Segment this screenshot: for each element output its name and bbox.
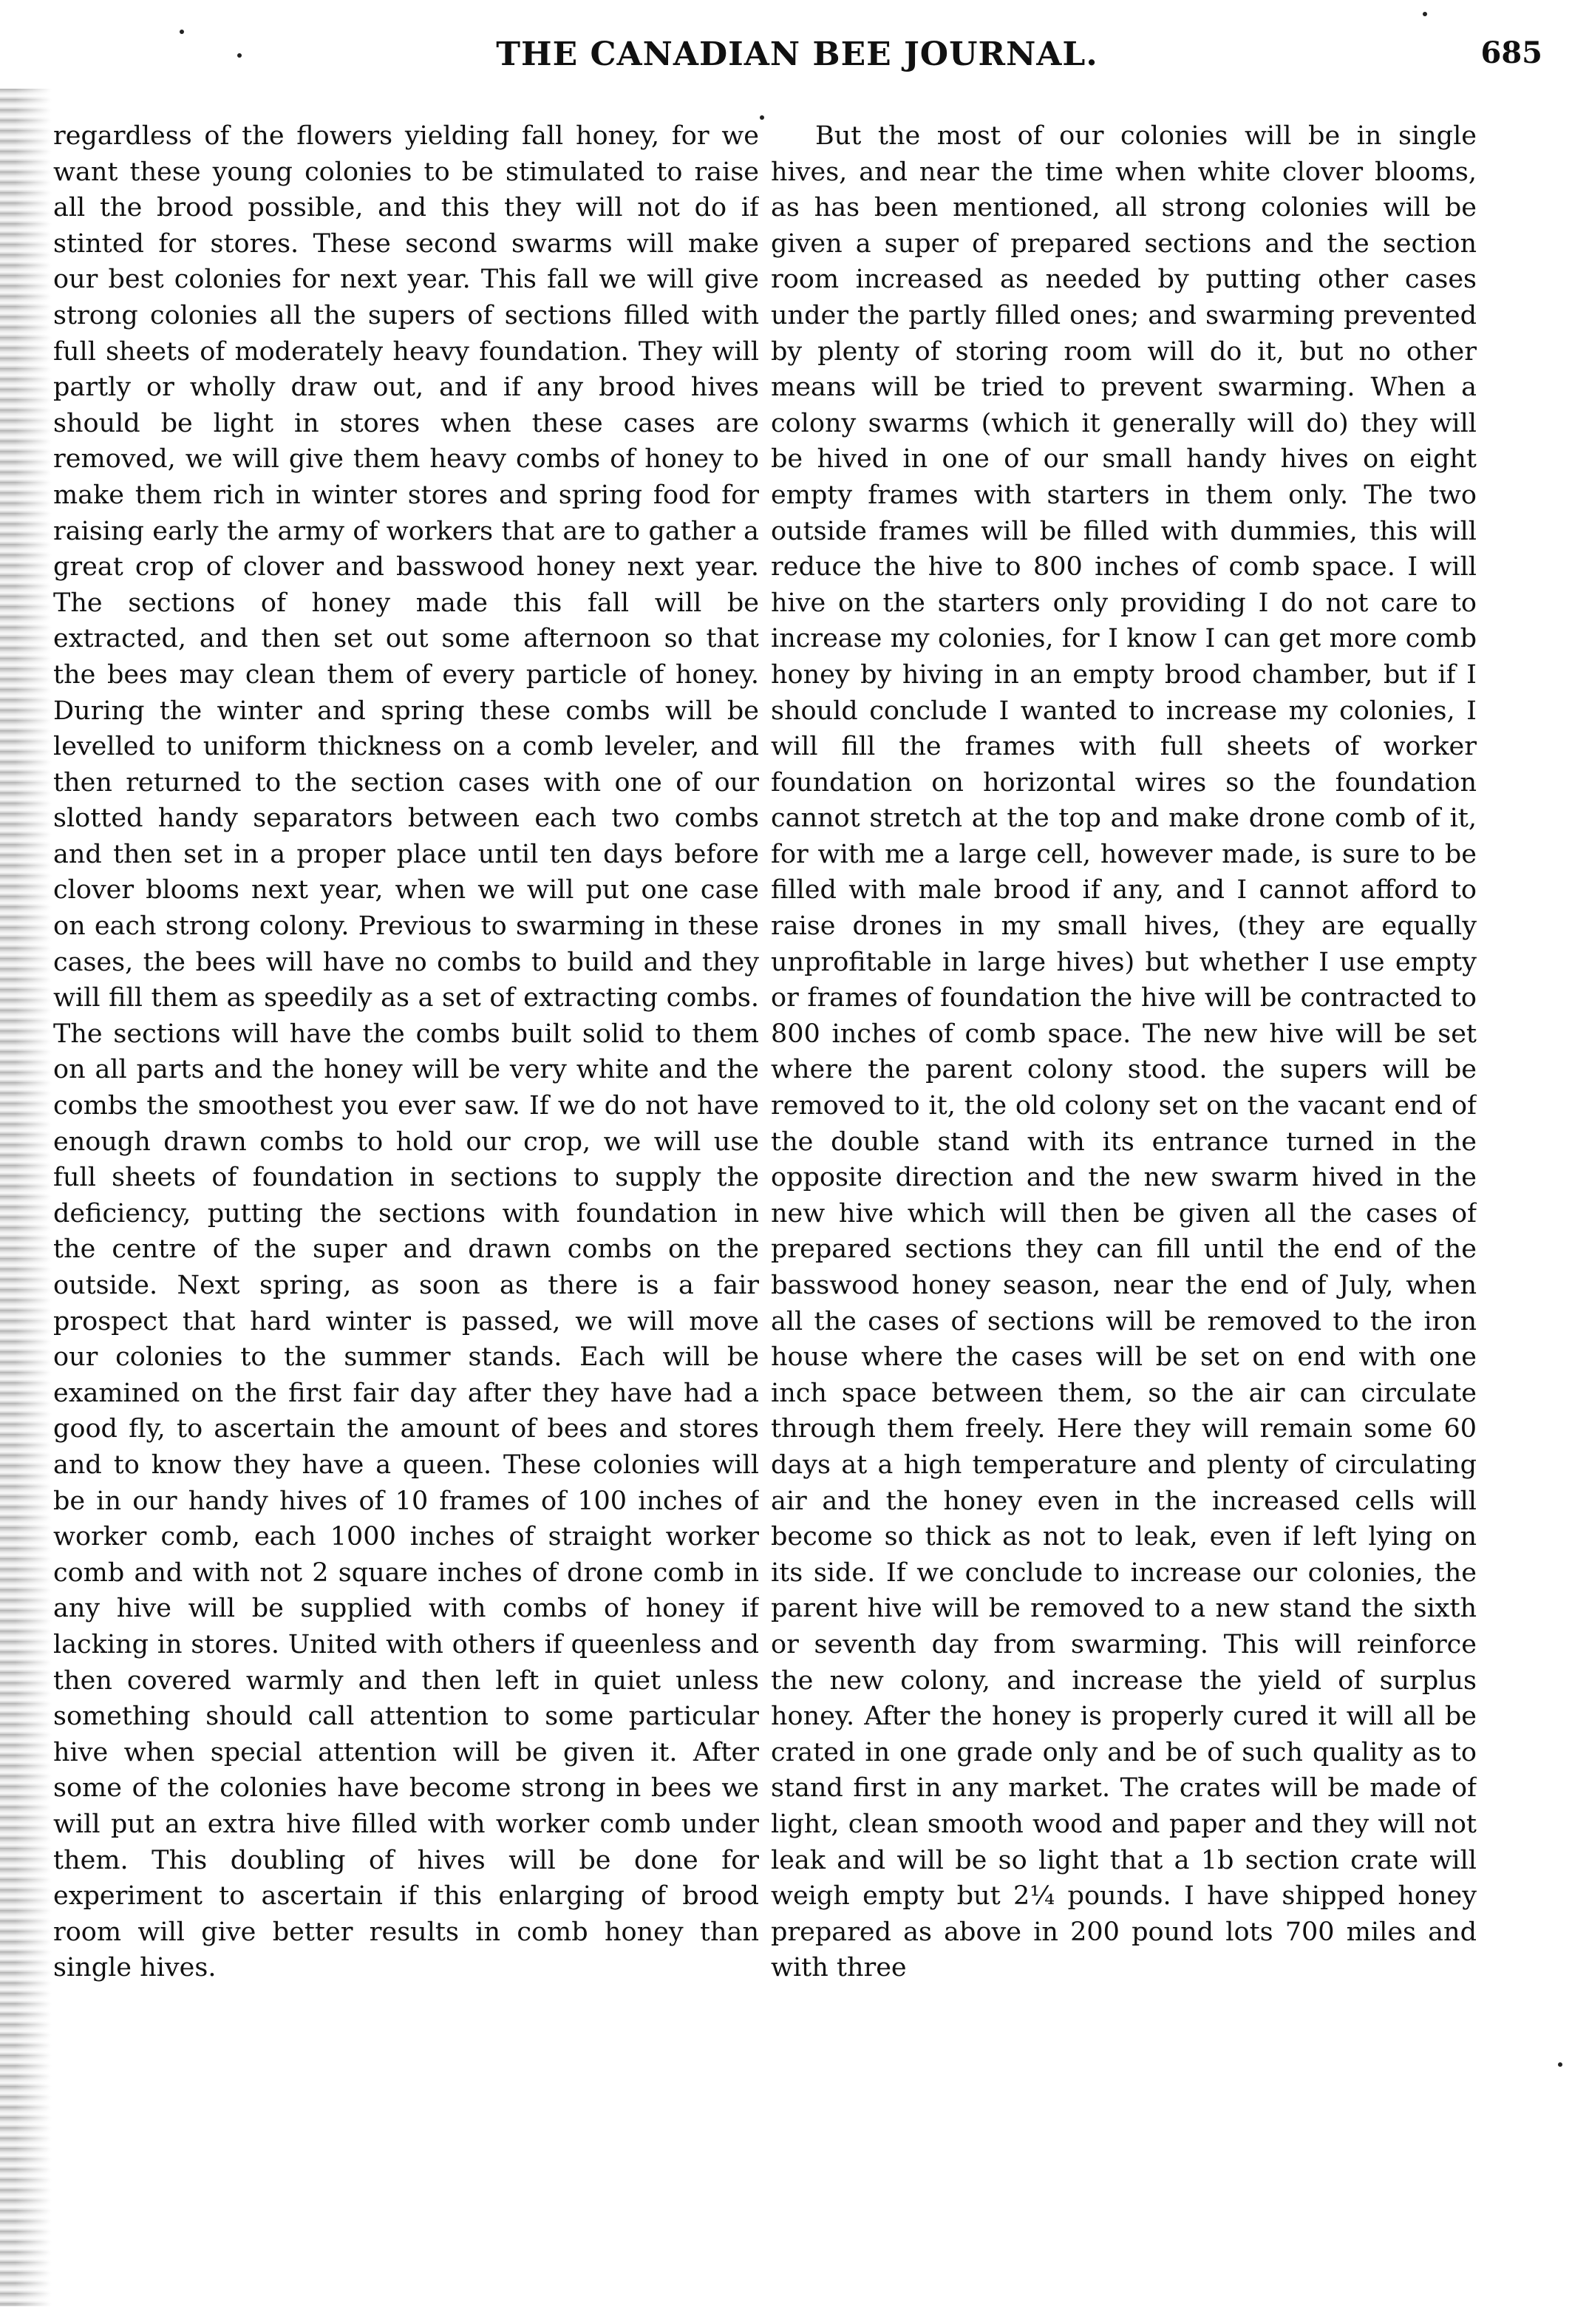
- left-column-paragraph: regardless of the flowers yielding fall honey, for we want these young colonies to be stimulated to raise all the brood possible, and this they will not do if stinted for stores. These second swarms will make our best colonies for next year. This fall we will give strong colonies all the supers of sections filled with full sheets of moderately heavy foundation. They will partly or wholly draw out, and if any brood hives should be light in stores when these cases are removed, we will give them heavy combs of honey to make them rich in winter stores and spring food for raising early the army of workers that are to gather a great crop of clover and basswood honey next year. The sections of honey made this fall will be extracted, and then set out some afternoon so that the bees may clean them of every particle of honey. During the winter and spring these combs will be levelled to uniform thickness on a comb leveler, and then returned to the section cases with one of our slotted handy separators between each two combs and then set in a proper place until ten days before clover blooms next year, when we will put one case on each strong colony. Previous to swarming in these cases, the bees will have no combs to build and they will fill them as speedily as a set of extracting combs. The sections will have the combs built solid to them on all parts and the honey will be very white and the combs the smoothest you ever saw. If we do not have enough drawn combs to hold our crop, we will use full sheets of foundation in sections to supply the deficiency, putting the sections with foundation in the centre of the super and drawn combs on the outside. Next spring, as soon as there is a fair prospect that hard winter is passed, we will move our colonies to the summer stands. Each will be examined on the first fair day after they have had a good fly, to ascertain the amount of bees and stores and to know they have a queen. These colonies will be in our handy hives of 10 frames of 100 inches of worker comb, each 1000 inches of straight worker comb and with not 2 square inches of drone comb in any hive will be supplied with combs of honey if lacking in stores. United with others if queenless and then covered warmly and then left in quiet unless something should call attention to some particular hive when special attention will be given it. After some of the colonies have become strong in bees we will put an extra hive filled with worker comb under them. This doubling of hives will be done for experiment to ascertain if this enlarging of brood room will give better results in comb honey than single hives.: [53, 121, 759, 1983]
- left-text-column: [53, 118, 759, 2291]
- speck-mark: [760, 115, 764, 120]
- running-header: [52, 35, 1542, 80]
- page-binding-edge: [0, 89, 52, 2306]
- speck-mark: [180, 30, 184, 34]
- right-column-paragraph: But the most of our colonies will be in single hives, and near the time when white clover blooms, as has been mentioned, all strong colonies will be given a super of prepared sections and the section room increased as needed by putting other cases under the partly filled ones; and swarming prevented by plenty of storing room will do it, but no other means will be tried to prevent swarming. When a colony swarms (which it generally will do) they will be hived in one of our small handy hives on eight empty frames with starters in them only. The two outside frames will be filled with dummies, this will reduce the hive to 800 inches of comb space. I will hive on the starters only providing I do not care to increase my colonies, for I know I can get more comb honey by hiving in an empty brood chamber, but if I should conclude I wanted to increase my colonies, I will fill the frames with full sheets of worker foundation on horizontal wires so the foundation cannot stretch at the top and make drone comb of it, for with me a large cell, however made, is sure to be filled with male brood if any, and I cannot afford to raise drones in my small hives, (they are equally unprofitable in large hives) but whether I use empty or frames of foundation the hive will be contracted to 800 inches of comb space. The new hive will be set where the parent colony stood. the supers will be removed to it, the old colony set on the vacant end of the double stand with its entrance turned in the opposite direction and the new swarm hived in the new hive which will then be given all the cases of prepared sections they can fill until the end of the basswood honey season, near the end of July, when all the cases of sections will be removed to the iron house where the cases will be set on end with one inch space between them, so the air can circulate through them freely. Here they will remain some 60 days at a high temperature and plenty of circulating air and the honey even in the increased cells will become so thick as not to leak, even if left lying on its side. If we conclude to increase our colonies, the parent hive will be removed to a new stand the sixth or seventh day from swarming. This will reinforce the new colony, and increase the yield of surplus honey. After the honey is properly cured it will all be crated in one grade only and be of such quality as to stand first in any market. The crates will be made of light, clean smooth wood and paper and they will not leak and will be so light that a 1b section crate will weigh empty but 2¼ pounds. I have shipped honey prepared as above in 200 pound lots 700 miles and with three: [771, 121, 1477, 1983]
- journal-title: THE CANADIAN BEE JOURNAL.: [496, 35, 1098, 73]
- speck-mark: [1558, 2062, 1562, 2067]
- speck-mark: [1423, 12, 1427, 16]
- page-number: 685: [1480, 35, 1542, 70]
- right-text-column: [771, 118, 1477, 2291]
